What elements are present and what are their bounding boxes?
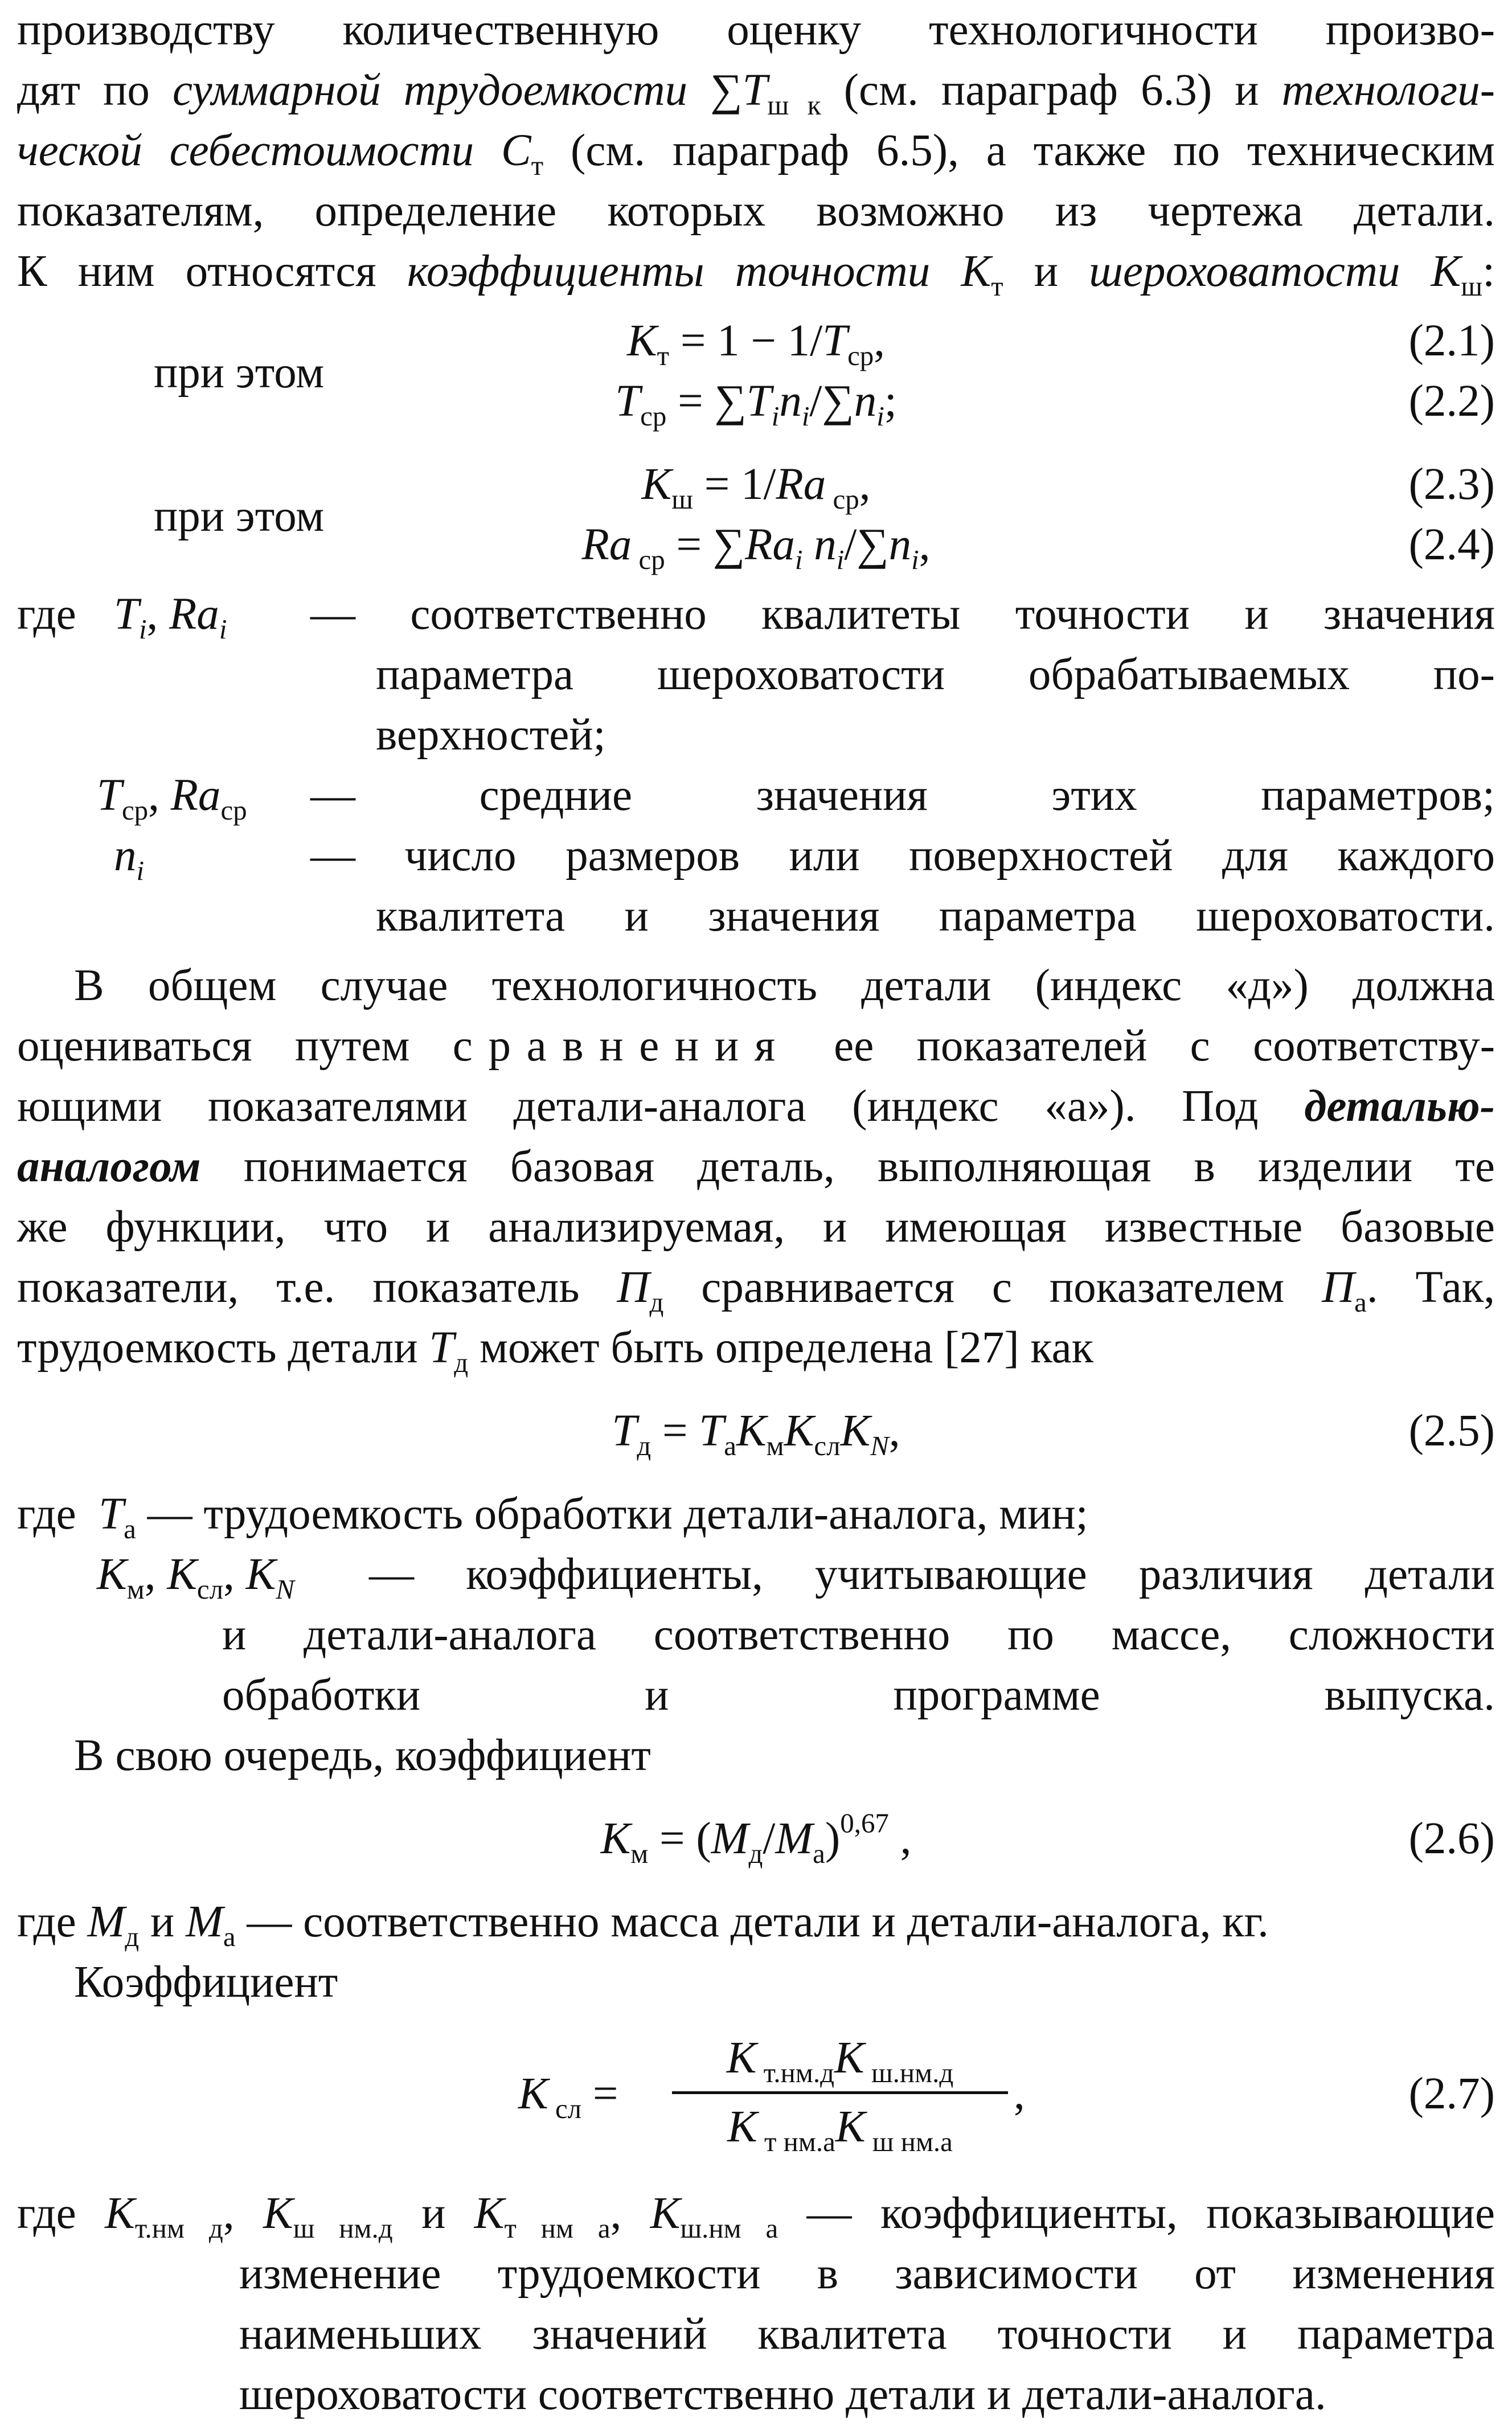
equation-number: (2.1) xyxy=(1408,316,1495,366)
equation-number: (2.4) xyxy=(1408,520,1495,570)
formula-2-6: $K_м = (M_д/M_а)^{0,67}$ , (2.6) xyxy=(600,1807,1495,1870)
text-line: трудоемкость детали $T_д$ может быть определена [27] как xyxy=(17,1323,1094,1379)
formula-2-2: при этом $T_{ср} = \sum T_in_i/\sum n_i$; (2.2) xyxy=(17,371,1495,432)
text-line: ческой себестоимости $C_т$ (см. параграф 6.5), а также по техническим xyxy=(17,126,1495,182)
text-line: показателям, определение которых возможно из чертежа детали. xyxy=(17,186,1495,236)
text-line: — число размеров или поверхностей для каждого xyxy=(310,831,1495,880)
text-line: оцениваться путем сравнения ее показателей с соответству- xyxy=(17,1021,1495,1071)
text-line: К ним относятся коэффициенты точности $K_т$ и шероховатости $K_ш$: xyxy=(17,247,1495,302)
text-line: изменение трудоемкости в зависимости от изменения xyxy=(239,2249,1495,2299)
equation-number: (2.7) xyxy=(1408,2069,1495,2119)
formula-block-2-1 xyxy=(17,311,1495,575)
text-line: В общем случае технологичность детали (индекс «д») должна xyxy=(74,961,1495,1010)
text-line: шероховатости соответственно детали и детали-аналога. xyxy=(239,2370,1326,2419)
where-list-2 xyxy=(17,1484,1495,1726)
formula-2-3: $K_ш = 1/Ra$ $_{ср}$, (2.3) xyxy=(17,454,1495,515)
text-line: где $K_{т.нм д}$, $K_{ш нм.д}$ и $K_{т нм а}$, $K_{ш.нм а}$ — коэффициенты, показывающие xyxy=(17,2189,1495,2244)
intro-paragraph xyxy=(17,0,1495,302)
body-paragraph xyxy=(17,956,1495,1378)
equation-number: (2.5) xyxy=(1408,1406,1495,1456)
fraction-numerator: K $_{т.нм.д}$K $_{ш.нм.д}$ xyxy=(726,2033,954,2089)
equation-number: (2.2) xyxy=(1408,376,1495,426)
fraction-bar xyxy=(672,2091,1008,2094)
formula-2-7: K $_{сл}$ = K $_{т.нм.д}$K $_{ш.нм.д}$ K $_{т нм.а}$K $_{ш нм.а}$ , (2.7) xyxy=(17,2030,1495,2161)
equation-number: (2.3) xyxy=(1408,460,1495,509)
text-line: же функции, что и анализируемая, и имеющая известные базовые xyxy=(17,1202,1495,1252)
text-line: параметра шероховатости обрабатываемых по- xyxy=(376,650,1495,699)
formula-lead-text: при этом xyxy=(154,491,325,541)
where-term: $T_i$, $Ra_i$ xyxy=(114,589,227,645)
equation-number: (2.6) xyxy=(1408,1814,1495,1863)
text-line: квалитета и значения параметра шероховатости. xyxy=(376,891,1495,941)
text-line: обработки и программе выпуска. xyxy=(222,1670,1495,1720)
text-line: В свою очередь, коэффициент xyxy=(74,1731,651,1780)
text-line: — коэффициенты, учитывающие различия детали xyxy=(369,1550,1495,1599)
formula-lead-text: при этом xyxy=(154,348,325,398)
formula-2-5: $T_д = T_аK_мK_{сл}K_N$, (2.5) xyxy=(17,1401,1495,1461)
text-line: Коэффициент xyxy=(74,1957,338,2007)
where-list-4 xyxy=(17,2184,1495,2425)
text-line: аналогом понимается базовая деталь, выполняющая в изделии те xyxy=(17,1142,1495,1191)
book-page xyxy=(17,0,1495,2425)
formula-2-1: $K_т = 1 - 1/T_{ср}$, (2.1) xyxy=(17,311,1495,371)
formula-2-4: при этом Ra $_{ср} = \sum Ra_i$ $n_i/\sum n_i$, (2.4) xyxy=(17,515,1495,575)
text-line: и детали-аналога соответственно по массе, сложности xyxy=(222,1610,1495,1660)
text-line: наименьших значений квалитета точности и параметра xyxy=(239,2309,1495,2359)
text-line: — средние значения этих параметров; xyxy=(310,771,1495,820)
text-line: ющими показателями детали-аналога (индекс «а»). Под деталью- xyxy=(17,1082,1495,1131)
text-line: где $T_а$ — трудоемкость обработки детали-аналога, мин; xyxy=(17,1489,1088,1545)
fraction-denominator: K $_{т нм.а}$K $_{ш нм.а}$ xyxy=(727,2102,953,2158)
text-line: производству количественную оценку технологичности произво- xyxy=(17,5,1495,55)
text-line: верхностей; xyxy=(376,710,606,760)
where-list-1 xyxy=(17,584,1495,947)
text-line: дят по суммарной трудоемкости $\sum T_{ш к}$ (см. параграф 6.3) и технологи- xyxy=(17,65,1495,121)
text-line: показатели, т.е. показатель $П_д$ сравнивается с показателем $П_а$. Так, xyxy=(17,1263,1495,1318)
where-term: $T_{ср}$, $Ra_{ср}$ xyxy=(97,771,247,826)
where-term: $K_м$, $K_{сл}$, $K_N$ xyxy=(97,1550,294,1605)
where-label: где xyxy=(17,589,76,639)
where-term: $n_i$ xyxy=(114,831,145,887)
text-line: — соответственно квалитеты точности и значения xyxy=(310,589,1495,639)
text-line: где $M_д$ и $M_а$ — соответственно масса детали и детали-аналога, кг. xyxy=(17,1897,1269,1953)
